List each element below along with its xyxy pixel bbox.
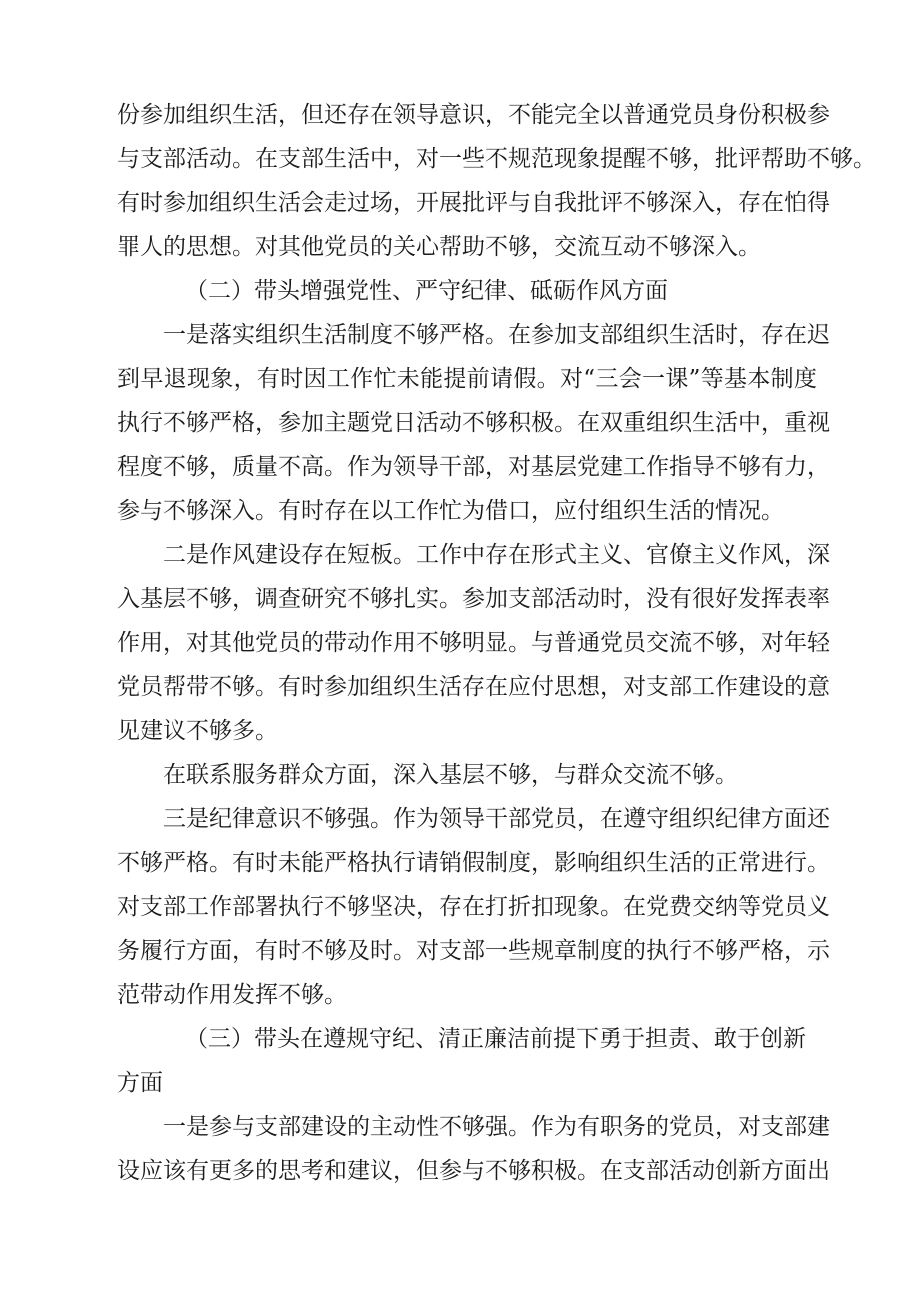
body-text-line: 与支部活动。在支部生活中，对一些不规范现象提醒不够，批评帮助不够。 bbox=[117, 146, 876, 172]
body-text-line: 到早退现象，有时因工作忙未能提前请假。对“三会一课”等基本制度 bbox=[117, 366, 817, 392]
body-text-line: 不够严格。有时未能严格执行请销假制度，影响组织生活的正常进行。 bbox=[117, 850, 830, 876]
body-text-line: 参与不够深入。有时存在以工作忙为借口，应付组织生活的情况。 bbox=[117, 498, 784, 524]
body-text-line: 罪人的思想。对其他党员的关心帮助不够，交流互动不够深入。 bbox=[117, 234, 761, 260]
section-heading-3-continuation: 方面 bbox=[117, 1070, 163, 1096]
body-text-line: 作用，对其他党员的带动作用不够明显。与普通党员交流不够，对年轻 bbox=[117, 630, 830, 656]
section-heading-3: （三）带头在遵规守纪、清正廉洁前提下勇于担责、敢于创新 bbox=[185, 1026, 806, 1052]
body-text-line: 务履行方面，有时不够及时。对支部一些规章制度的执行不够严格，示 bbox=[117, 938, 830, 964]
body-text-line: 份参加组织生活，但还存在领导意识，不能完全以普通党员身份积极参 bbox=[117, 102, 830, 128]
body-text-line: 设应该有更多的思考和建议，但参与不够积极。在支部活动创新方面出 bbox=[117, 1158, 830, 1184]
body-text-line: 对支部工作部署执行不够坚决，存在打折扣现象。在党费交纳等党员义 bbox=[117, 894, 830, 920]
body-text-line: 党员帮带不够。有时参加组织生活存在应付思想，对支部工作建设的意 bbox=[117, 674, 830, 700]
body-text-line: 执行不够严格，参加主题党日活动不够积极。在双重组织生活中，重视 bbox=[117, 410, 830, 436]
body-text-line: 一是落实组织生活制度不够严格。在参加支部组织生活时，存在迟 bbox=[163, 322, 830, 348]
body-text-line: 见建议不够多。 bbox=[117, 718, 278, 744]
body-text-line: 入基层不够，调查研究不够扎实。参加支部活动时，没有很好发挥表率 bbox=[117, 586, 830, 612]
body-text-line: 范带动作用发挥不够。 bbox=[117, 982, 347, 1008]
body-text-line: 有时参加组织生活会走过场，开展批评与自我批评不够深入，存在怕得 bbox=[117, 190, 830, 216]
body-text-line: 二是作风建设存在短板。工作中存在形式主义、官僚主义作风，深 bbox=[163, 542, 830, 568]
body-text-line: 三是纪律意识不够强。作为领导干部党员，在遵守组织纪律方面还 bbox=[163, 806, 830, 832]
section-heading-2: （二）带头增强党性、严守纪律、砥砺作风方面 bbox=[185, 278, 668, 304]
body-text-line: 程度不够，质量不高。作为领导干部，对基层党建工作指导不够有力， bbox=[117, 454, 830, 480]
body-text-line: 在联系服务群众方面，深入基层不够，与群众交流不够。 bbox=[163, 762, 738, 788]
body-text-line: 一是参与支部建设的主动性不够强。作为有职务的党员，对支部建 bbox=[163, 1114, 830, 1140]
